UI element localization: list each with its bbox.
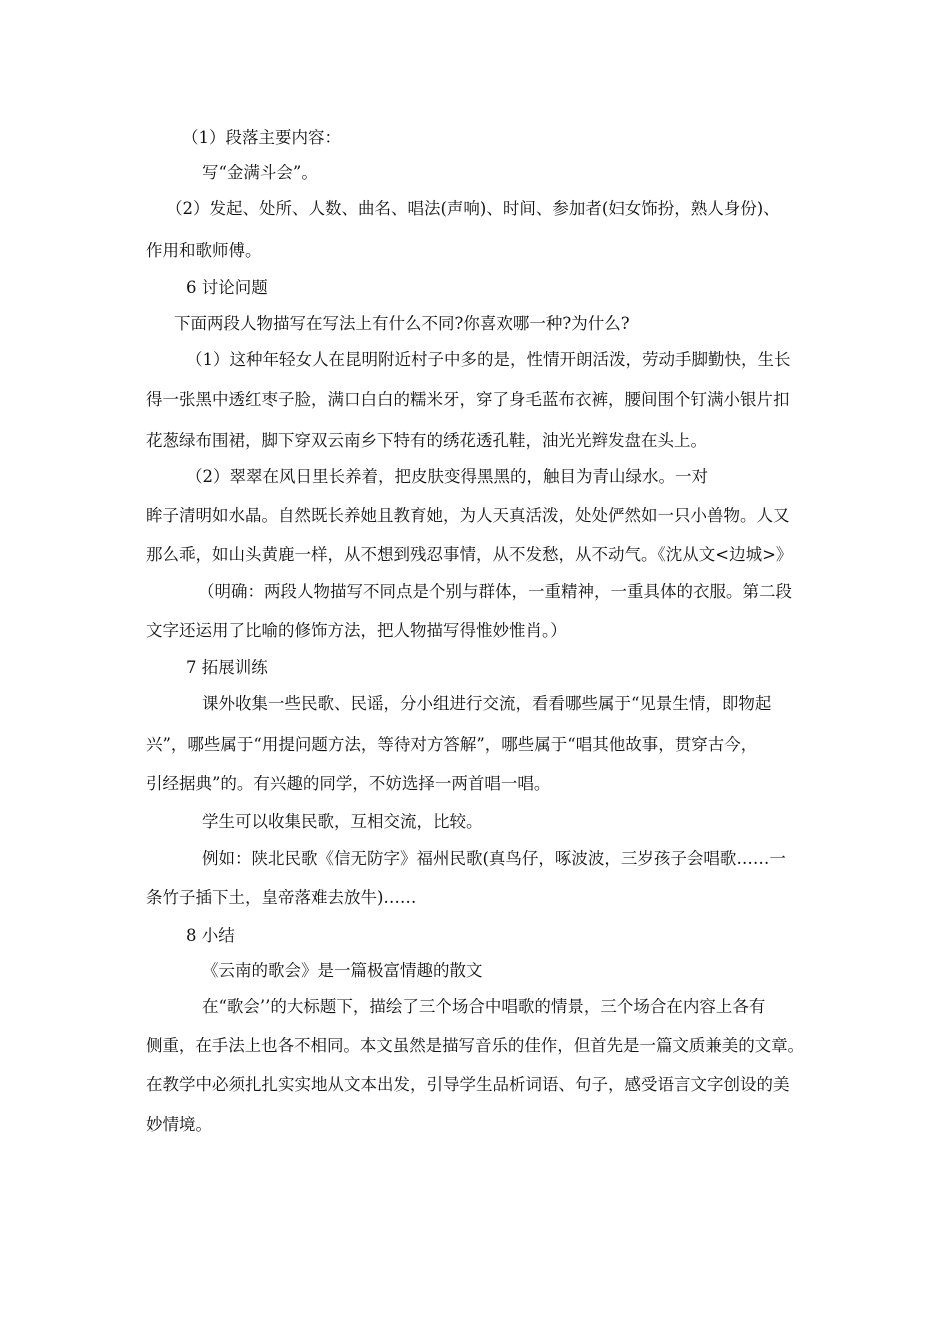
text-line: （2）发起、处所、人数、曲名、唱法(声响)、时间、参加者(妇女饰扮，熟人身份)、 <box>166 199 780 218</box>
section-heading: 7 拓展训练 <box>186 658 268 677</box>
text-line: （2）翠翠在风日里长养着，把皮肤变得黑黑的，触目为青山绿水。一对 <box>186 467 708 486</box>
text-line: （1）这种年轻女人在昆明附近村子中多的是，性情开朗活泼，劳动手脚勤快，生长 <box>186 350 791 369</box>
text-line: 课外收集一些民歌、民谣，分小组进行交流，看看哪些属于“见景生情，即物起 <box>202 694 772 713</box>
text-line: 眸子清明如水晶。自然既长养她且教育她，为人天真活泼，处处俨然如一只小兽物。人又 <box>146 506 790 525</box>
text-line: 作用和歌师傅。 <box>146 241 262 260</box>
text-line: 引经据典”的。有兴趣的同学，不妨选择一两首唱一唱。 <box>146 774 551 793</box>
text-line: 妙情境。 <box>146 1115 212 1134</box>
text-line: 那么乖，如山头黄鹿一样，从不想到残忍事情，从不发愁，从不动气。《沈从文<边城>》 <box>146 545 793 564</box>
text-line: 文字还运用了比喻的修饰方法，把人物描写得惟妙惟肖。） <box>146 621 567 640</box>
text-line: 学生可以收集民歌，互相交流，比较。 <box>202 812 483 831</box>
text-line: 例如：陕北民歌《信无防字》福州民歌(真鸟仔，啄波波，三岁孩子会唱歌……一 <box>202 849 786 868</box>
text-line: 得一张黑中透红枣子脸，满口白白的糯米牙，穿了身毛蓝布衣裤，腰间围个钉满小银片扣 <box>146 390 790 409</box>
text-line: （1）段落主要内容： <box>182 128 341 147</box>
text-line: 在“歌会’’的大标题下，描绘了三个场合中唱歌的情景，三个场合在内容上各有 <box>202 997 766 1016</box>
text-line: 兴”，哪些属于“用提问题方法，等待对方答解”，哪些属于“唱其他故事，贯穿古今， <box>146 735 758 754</box>
text-line: 下面两段人物描写在写法上有什么不同?你喜欢哪一种?为什么? <box>174 314 630 333</box>
text-line: 花葱绿布围裙，脚下穿双云南乡下特有的绣花透孔鞋，油光光辫发盘在头上。 <box>146 431 707 450</box>
text-line: 《云南的歌会》是一篇极富情趣的散文 <box>202 961 483 980</box>
text-line: 条竹子插下土，皇帝落难去放牛)…… <box>146 888 417 907</box>
text-line: 写“金满斗会”。 <box>202 163 318 182</box>
text-line: 在教学中必须扎扎实实地从文本出发，引导学生品析词语、句子，感受语言文字创设的美 <box>146 1075 790 1094</box>
section-heading: 8 小结 <box>186 926 235 945</box>
text-line: （明确：两段人物描写不同点是个别与群体，一重精神，一重具体的衣服。第二段 <box>198 582 792 601</box>
text-line: 侧重，在手法上也各不相同。本文虽然是描写音乐的佳作，但首先是一篇文质兼美的文章。 <box>146 1036 805 1055</box>
section-heading: 6 讨论问题 <box>186 278 268 297</box>
